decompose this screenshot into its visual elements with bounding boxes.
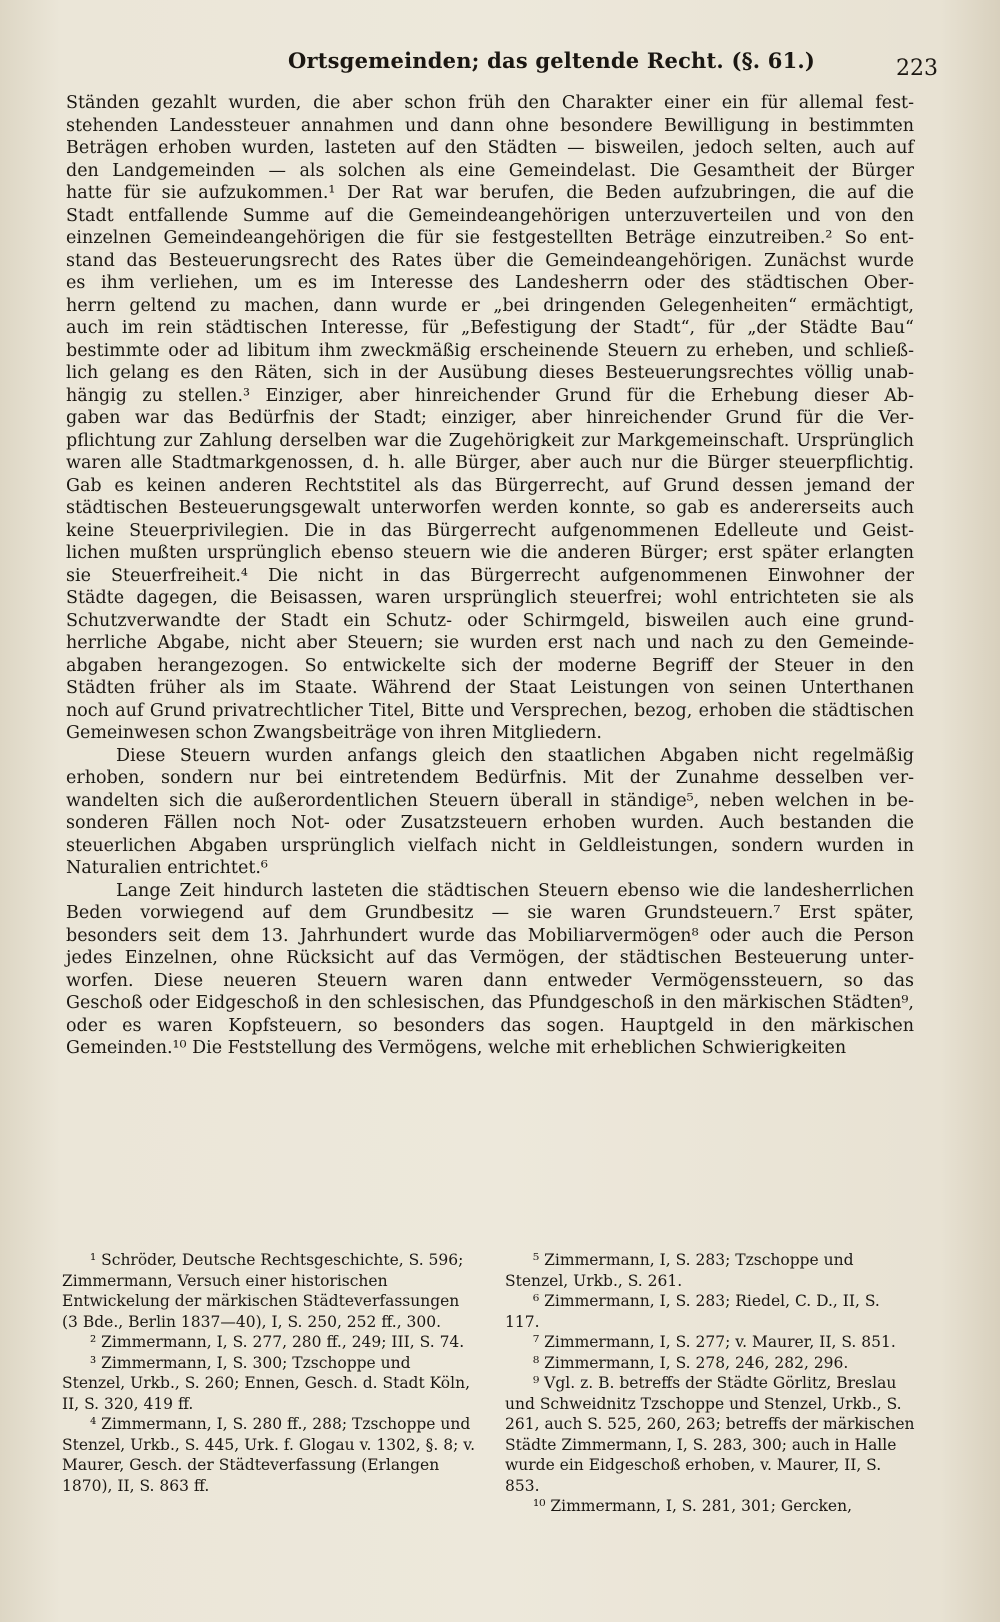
footnote: ⁸ Zimmermann, I, S. 278, 246, 282, 296. (533, 1353, 849, 1372)
text-line: steuerlichen Abgaben ursprünglich vielfach nicht in Geldleistungen, sondern wurden in (66, 835, 914, 856)
footnote: ⁶ Zimmermann, I, S. 283; Riedel, C. D., II, S. 117. (505, 1292, 880, 1331)
body-text (66, 92, 914, 1060)
text-line: stehenden Landessteuer annahmen und dann ohne besondere Bewilligung in bestimmten (66, 115, 914, 136)
text-line: auch im rein städtischen Interesse, für „Befestigung der Stadt“, für „der Städte Bau“ (66, 318, 914, 338)
text-line: abgaben herangezogen. So entwickelte sich der moderne Begriff der Steuer in den (66, 655, 914, 676)
text-line: hatte für sie aufzukommen.¹ Der Rat war berufen, die Beden aufzubringen, die auf die (66, 183, 914, 203)
text-line: worfen. Diese neueren Steuern waren dann entweder Vermögenssteuern, so das (66, 970, 914, 991)
text-line: hängig zu stellen.³ Einziger, aber hinreichender Grund für die Erhebung dieser Ab- (66, 385, 914, 406)
footnote: ⁵ Zimmermann, I, S. 283; Tzschoppe und Stenzel, Urkb., S. 261. (505, 1251, 854, 1290)
text-line: lichen mußten ursprünglich ebenso steuern wie die anderen Bürger; erst später erlangten (66, 543, 914, 563)
text-line: den Landgemeinden — als solchen als eine Gemeindelast. Die Gesamtheit der Bürger (66, 160, 914, 181)
footnote: ⁷ Zimmermann, I, S. 277; v. Maurer, II, S. 851. (533, 1333, 896, 1351)
paragraph (66, 745, 914, 880)
text-line: lich gelang es den Räten, sich in der Ausübung dieses Besteuerungsrechtes völlig unab- (66, 363, 914, 383)
footnote: ¹⁰ Zimmermann, I, S. 281, 301; Gercken, (533, 1497, 853, 1515)
text-line: Gab es keinen anderen Rechtstitel als das Bürgerrecht, auf Grund dessen jemand der (66, 475, 914, 496)
footnotes-left-column (62, 1250, 477, 1496)
text-line: Städten früher als im Staate. Während der Staat Leistungen von seinen Unterthanen (66, 678, 914, 698)
footnote: ¹ Schröder, Deutsche Rechtsgeschichte, S. 596; Zimmermann, Versuch einer historischen Entwickelung der märkischen Städteverfassungen (3 Bde., Berlin 1837—40), I, S. 250, 252 ff., 300. (62, 1251, 464, 1331)
text-line: Diese Steuern wurden anfangs gleich den staatlichen Abgaben nicht regelmäßig (116, 745, 914, 766)
text-line: Beden vorwiegend auf dem Grundbesitz — sie waren Grundsteuern.⁷ Erst später, (66, 903, 914, 923)
footnote: ⁴ Zimmermann, I, S. 280 ff., 288; Tzschoppe und Stenzel, Urkb., S. 445, Urk. f. Glogau v. 1302, §. 8; v. Maurer, Gesch. der Städteverfassung (Erlangen 1870), II, S. 863 ff. (62, 1415, 476, 1495)
text-line: sonderen Fällen noch Not- oder Zusatzsteuern erhoben wurden. Auch bestanden die (66, 813, 914, 833)
text-line: Schutzverwandte der Stadt ein Schutz- oder Schirmgeld, bisweilen auch eine grund- (66, 610, 914, 631)
text-line: Gemeinwesen schon Zwangsbeiträge von ihren Mitgliedern. (66, 723, 602, 743)
text-line: noch auf Grund privatrechtlicher Titel, Bitte und Versprechen, bezog, erhoben die städtischen (66, 700, 914, 721)
text-line: Lange Zeit hindurch lasteten die städtischen Steuern ebenso wie die landesherrlichen (116, 880, 914, 901)
paragraph (66, 92, 914, 745)
text-line: herrn geltend zu machen, dann wurde er „bei dringenden Gelegenheiten“ ermächtigt, (66, 295, 914, 316)
text-line: pflichtung zur Zahlung derselben war die Zugehörigkeit zur Markgemeinschaft. Ursprünglich (66, 430, 914, 451)
footnote: ³ Zimmermann, I, S. 300; Tzschoppe und Stenzel, Urkb., S. 260; Ennen, Gesch. d. Stadt Köln, II, S. 320, 419 ff. (62, 1353, 470, 1413)
text-line: waren alle Stadtmarkgenossen, d. h. alle Bürger, aber auch nur die Bürger steuerpflichtig. (66, 453, 914, 473)
text-line: Gemeinden.¹⁰ Die Feststellung des Vermögens, welche mit erheblichen Schwierigkeiten (66, 1038, 847, 1058)
text-line: stand das Besteuerungsrecht des Rates über die Gemeindeangehörigen. Zunächst wurde (66, 250, 914, 271)
text-line: städtischen Besteuerungsgewalt unterworfen werden konnte, so gab es andererseits auch (66, 498, 914, 518)
running-head: Ortsgemeinden; das geltende Recht. (§. 61.) (288, 48, 816, 73)
text-line: bestimmte oder ad libitum ihm zweckmäßig erscheinende Steuern zu erheben, und schließ- (66, 340, 914, 361)
text-line: gaben war das Bedürfnis der Stadt; einziger, aber hinreichender Grund für die Ver- (66, 408, 914, 428)
footnote: ⁹ Vgl. z. B. betreffs der Städte Görlitz, Breslau und Schweidnitz Tzschoppe und Stenzel, Urkb., S. 261, auch S. 525, 260, 263; betreffs der märkischen Städte Zimmermann, I, S. 283, 300; auch in Halle wurde ein Eidgeschoß erhoben, v. Maurer, II, S. 853. (505, 1374, 915, 1495)
text-line: erhoben, sondern nur bei eintretendem Bedürfnis. Mit der Zunahme desselben ver- (66, 768, 914, 788)
text-line: Städte dagegen, die Beisassen, waren ursprünglich steuerfrei; wohl entrichteten sie als (66, 588, 914, 608)
text-line: Geschoß oder Eidgeschoß in den schlesischen, das Pfundgeschoß in den märkischen Städten⁹, (66, 993, 914, 1013)
text-line: besonders seit dem 13. Jahrhundert wurde das Mobiliarvermögen⁸ oder auch die Person (66, 925, 914, 946)
page-number: 223 (896, 56, 938, 81)
text-line: es ihm verliehen, um es im Interesse des Landesherrn oder des städtischen Ober- (66, 273, 914, 293)
text-line: Ständen gezahlt wurden, die aber schon früh den Charakter einer ein für allemal fest- (66, 93, 914, 113)
paragraph (66, 880, 914, 1060)
text-line: einzelnen Gemeindeangehörigen die für sie festgestellten Beträge einzutreiben.² So ent- (66, 228, 914, 248)
footnotes-right-column (505, 1250, 915, 1517)
text-line: Stadt entfallende Summe auf die Gemeindeangehörigen unterzuverteilen und von den (66, 205, 914, 226)
text-line: herrliche Abgabe, nicht aber Steuern; sie wurden erst nach und nach zu den Gemeinde- (66, 633, 914, 653)
text-line: Beträgen erhoben wurden, lasteten auf den Städten — bisweilen, jedoch selten, auch auf (66, 138, 914, 158)
footnote: ² Zimmermann, I, S. 277, 280 ff., 249; III, S. 74. (90, 1333, 465, 1351)
text-line: wandelten sich die außerordentlichen Steuern überall in ständige⁵, neben welchen in be- (66, 790, 914, 811)
text-line: keine Steuerprivilegien. Die in das Bürgerrecht aufgenommenen Edelleute und Geist- (66, 520, 914, 541)
text-line: oder es waren Kopfsteuern, so besonders das sogen. Hauptgeld in den märkischen (66, 1015, 914, 1036)
page-header (0, 48, 1000, 88)
text-line: sie Steuerfreiheit.⁴ Die nicht in das Bürgerrecht aufgenommenen Einwohner der (66, 565, 914, 586)
text-line: Naturalien entrichtet.⁶ (66, 858, 268, 878)
text-line: jedes Einzelnen, ohne Rücksicht auf das Vermögen, der städtischen Besteuerung unter- (66, 948, 914, 968)
